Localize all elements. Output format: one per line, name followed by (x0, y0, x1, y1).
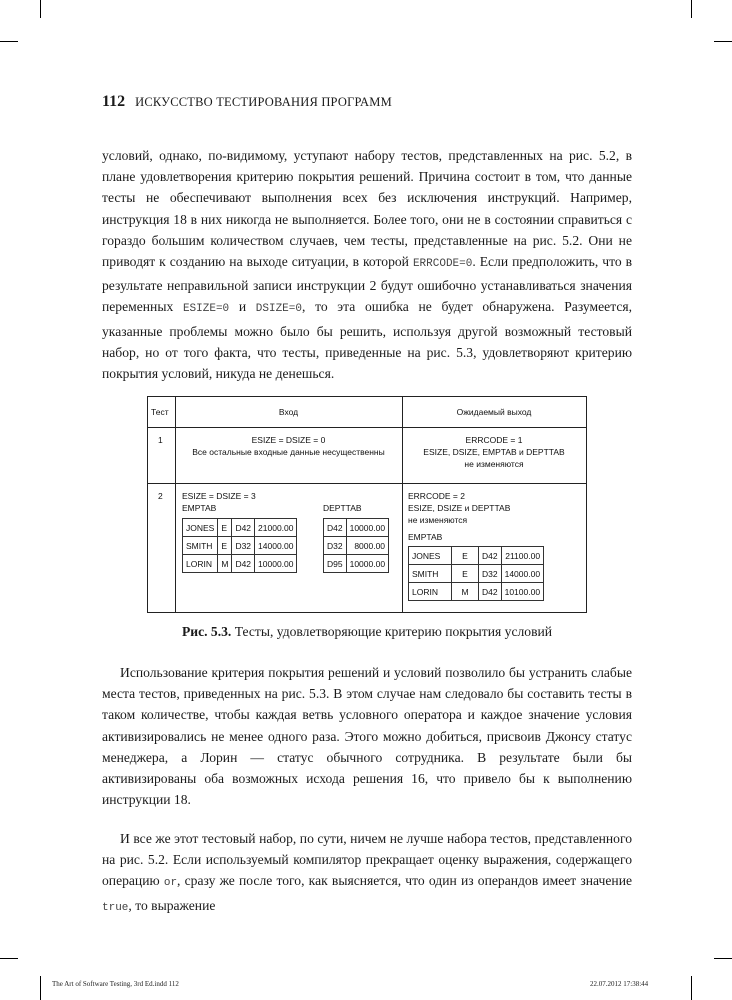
table-cell: D32 (479, 565, 502, 583)
table-row (324, 519, 389, 537)
emptab-input-table (182, 518, 297, 573)
table-cell: D42 (479, 547, 502, 565)
table-label: EMPTAB (182, 503, 217, 513)
caption-label: Рис. 5.3. (181, 624, 232, 639)
text-run: , то выражение (128, 897, 216, 913)
footer-file-info: The Art of Software Testing, 3rd Ed.indd 112 (52, 980, 179, 988)
crop-mark (714, 958, 732, 959)
table-cell: 14000.00 (255, 537, 297, 555)
row-divider (148, 483, 586, 484)
text-run: . Если предположить, что в результате неправильной записи инструкции 2 будут ошибочно устанавливаться значения переменных (102, 254, 633, 315)
table-cell: D42 (232, 519, 255, 537)
paragraph (102, 145, 632, 384)
caption-text: Тесты, удовлетворяющие критерию покрытия условий (234, 624, 553, 639)
table-row (324, 537, 389, 555)
output-text: ERRCODE = 1 (465, 435, 523, 445)
book-title: ИСКУССТВО ТЕСТИРОВАНИЯ ПРОГРАММ (135, 95, 392, 109)
table-row (183, 555, 297, 573)
table-row (183, 537, 297, 555)
output-text: не изменяются (464, 459, 524, 469)
text-run: , то эта ошибка не будет обнаружена. Разумеется, указанные проблемы можно было бы решить, используя другой возможный тестовый набор, но от того факта, что тесты, приведенные на рис. 5.3, удовлетворяют критерию покрытия условий, никуда не денешься. (102, 299, 633, 382)
table-cell: 10000.00 (255, 555, 297, 573)
text-run: условий, однако, по-видимому, уступают набору тестов, представленных на рис. 5.2, в плане удовлетворения критерию покрытия решений. Причина состоит в том, что данные тесты не обеспечивают выполнения всех без исключения инструкций. Например, инструкция 18 в них никогда не выполняется. Более того, они не в состоянии справиться с гораздо большим количеством случаев, чем тесты, представленные на рис. 5.2. Они не приводят к созданию на выходе ситуации, в которой (102, 148, 632, 270)
table-cell: LORIN (183, 555, 218, 573)
table-row (324, 555, 389, 573)
input-text: Все остальные входные данные несущественны (192, 447, 385, 457)
table-cell: SMITH (183, 537, 218, 555)
output-text: ERRCODE = 2 (408, 491, 465, 501)
text-run: И все же этот тестовый набор, по сути, ничем не лучше набора тестов, представленного на рис. 5.2. Если используемый компилятор прекращает оценку выражения, содержащего операцию (102, 831, 632, 889)
table-cell: E (452, 565, 479, 583)
code-inline: or (163, 877, 178, 890)
input-text: ESIZE = DSIZE = 3 (182, 491, 256, 501)
output-text: не изменяются (408, 515, 468, 525)
paragraph (102, 828, 632, 919)
output-text: ESIZE, DSIZE, EMPTAB и DEPTTAB (423, 447, 565, 457)
figure-caption (102, 624, 632, 640)
header-test: Тест (151, 407, 169, 417)
paragraph: Использование критерия покрытия решений и условий позволило бы устранить слабые места тестов, приведенных на рис. 5.3. В этом случае нам следовало бы составить тесты в таком количестве, чтобы каждая ветвь условного оператора и каждое значение условия активизировались не менее одного раза. Этого можно добиться, присвоив Джонсу статус менеджера, а Лорин — статус обычного сотрудника. В результате были бы активизированы оба возможных исхода решения 16, что привело бы к выполнению инструкции 18. (102, 665, 632, 808)
table-cell: D32 (324, 537, 347, 555)
table-cell: E (452, 547, 479, 565)
header-output: Ожидаемый выход (456, 407, 532, 417)
table-cell: M (452, 583, 479, 601)
input-text: ESIZE = DSIZE = 0 (251, 435, 326, 445)
table-cell: D42 (324, 519, 347, 537)
table-cell: M (218, 555, 232, 573)
table-row (409, 547, 544, 565)
column-divider (175, 397, 176, 612)
table-row (409, 583, 544, 601)
table-cell: 10000.00 (346, 519, 388, 537)
table-cell: D32 (232, 537, 255, 555)
table-cell: D95 (324, 555, 347, 573)
row-divider (148, 427, 586, 428)
page-number: 112 (102, 93, 126, 110)
depttab-input-table (323, 518, 389, 573)
crop-mark (691, 976, 692, 1000)
table-cell: 14000.00 (501, 565, 543, 583)
table-row (409, 565, 544, 583)
table-cell: E (218, 537, 232, 555)
table-cell: 21000.00 (255, 519, 297, 537)
table-cell: 8000.00 (346, 537, 388, 555)
table-label: DEPTTAB (323, 503, 362, 513)
table-cell: 21100.00 (501, 547, 543, 565)
crop-mark (0, 41, 18, 42)
table-cell: SMITH (409, 565, 452, 583)
column-divider (402, 397, 403, 612)
test-table-figure (147, 396, 587, 613)
code-inline: ESIZE=0 (182, 303, 230, 316)
code-inline: DSIZE=0 (255, 303, 302, 316)
test-number: 2 (158, 491, 163, 501)
table-cell: E (218, 519, 232, 537)
code-inline: ERRCODE=0 (412, 258, 473, 271)
table-cell: JONES (183, 519, 218, 537)
crop-mark (714, 41, 732, 42)
table-label: EMPTAB (408, 532, 443, 542)
emptab-output-table (408, 546, 544, 601)
text-run: и (229, 299, 256, 315)
crop-mark (0, 958, 18, 959)
code-inline: true (102, 901, 129, 914)
table-cell: D42 (479, 583, 502, 601)
table-cell: 10000.00 (346, 555, 388, 573)
crop-mark (40, 0, 41, 18)
running-head (102, 93, 632, 111)
test-number: 1 (158, 435, 163, 445)
table-cell: JONES (409, 547, 452, 565)
output-text: ESIZE, DSIZE и DEPTTAB (408, 503, 511, 513)
footer-timestamp: 22.07.2012 17:38:44 (590, 980, 649, 988)
crop-mark (40, 976, 41, 1000)
table-cell: LORIN (409, 583, 452, 601)
crop-mark (691, 0, 692, 18)
table-cell: D42 (232, 555, 255, 573)
text-run: , сразу же после того, как выясняется, что один из операндов имеет значение (177, 873, 632, 889)
table-row (183, 519, 297, 537)
table-cell: 10100.00 (501, 583, 543, 601)
header-input: Вход (278, 407, 299, 417)
